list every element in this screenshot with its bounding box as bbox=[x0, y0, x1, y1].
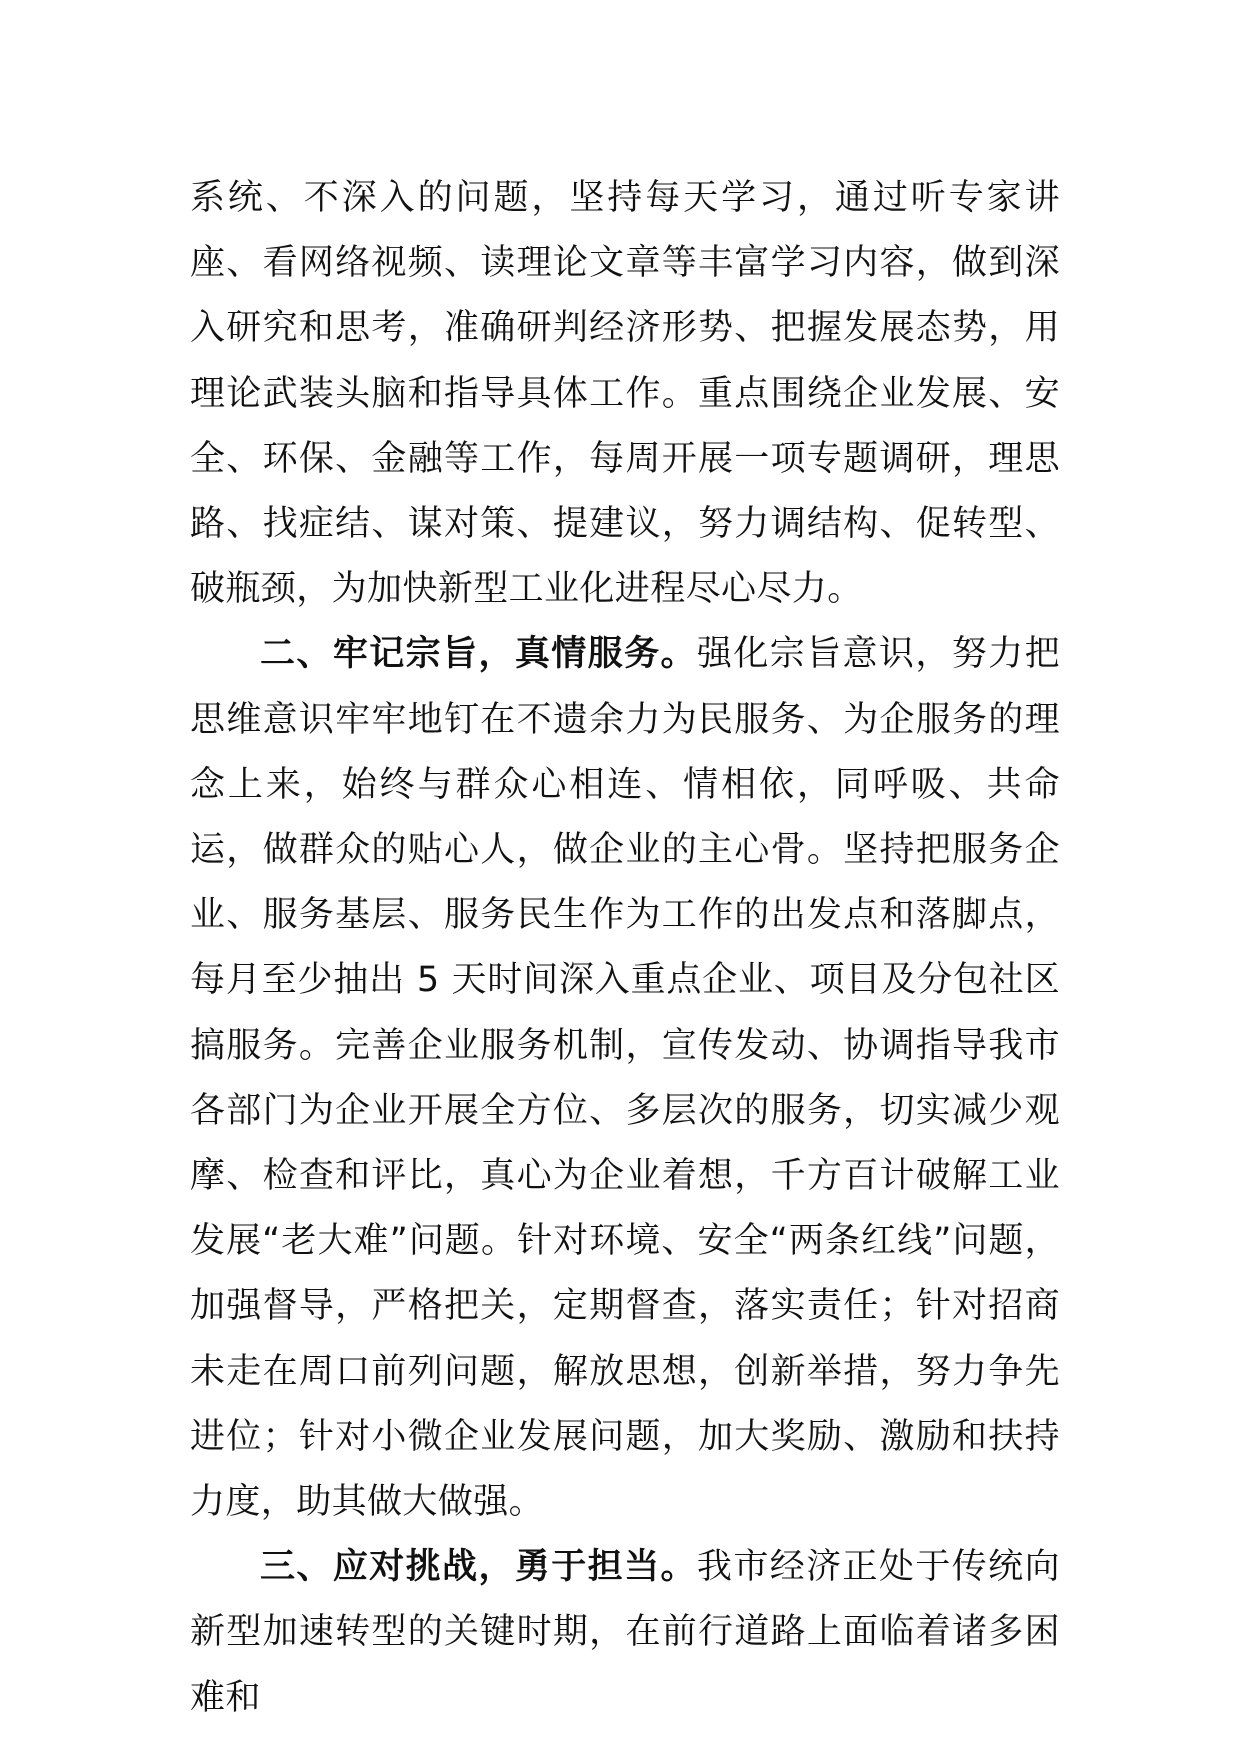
paragraph-text: 我市经济正处于传统向新型加速转型的关键时期，在前行道路上面临着诸多困难和 bbox=[190, 1547, 1060, 1718]
paragraph-text: 系统、不深入的问题，坚持每天学习，通过听专家讲座、看网络视频、读理论文章等丰富学习内容，做到深入研究和思考，准确研判经济形势、把握发展态势，用理论武装头脑和指导具体工作。重点围绕企业发展、安全、环保、金融等工作，每周开展一项专题调研，理思路、找症结、谋对策、提建议，努力调结构、促转型、破瓶颈，为加快新型工业化进程尽心尽力。 bbox=[190, 178, 1060, 610]
paragraph-text: 强化宗旨意识，努力把思维意识牢牢地钉在不遗余力为民服务、为企服务的理念上来，始终与群众心相连、情相依，同呼吸、共命运，做群众的贴心人，做企业的主心骨。坚持把服务企业、服务基层、服务民生作为工作的出发点和落脚点，每月至少抽出 5 天时间深入重点企业、项目及分包社区搞服务。完善企业服务机制，宣传发动、协调指导我市各部门为企业开展全方位、多层次的服务，切实减少观摩、检查和评比，真心为企业着想，千方百计破解工业发展“老大难”问题。针对环境、安全“两条红线”问题，加强督导，严格把关，定期督查，落实责任；针对招商未走在周口前列问题，解放思想，创新举措，努力争先进位；针对小微企业发展问题，加大奖励、激励和扶持力度，助其做大做强。 bbox=[190, 634, 1060, 1523]
paragraph-section-3 bbox=[190, 1535, 1060, 1731]
paragraph-continuation bbox=[190, 166, 1060, 622]
document-body bbox=[190, 166, 1060, 1731]
section-heading: 三、应对挑战，勇于担当。 bbox=[260, 1547, 697, 1588]
paragraph-section-2 bbox=[190, 622, 1060, 1535]
section-heading: 二、牢记宗旨，真情服务。 bbox=[260, 634, 697, 675]
